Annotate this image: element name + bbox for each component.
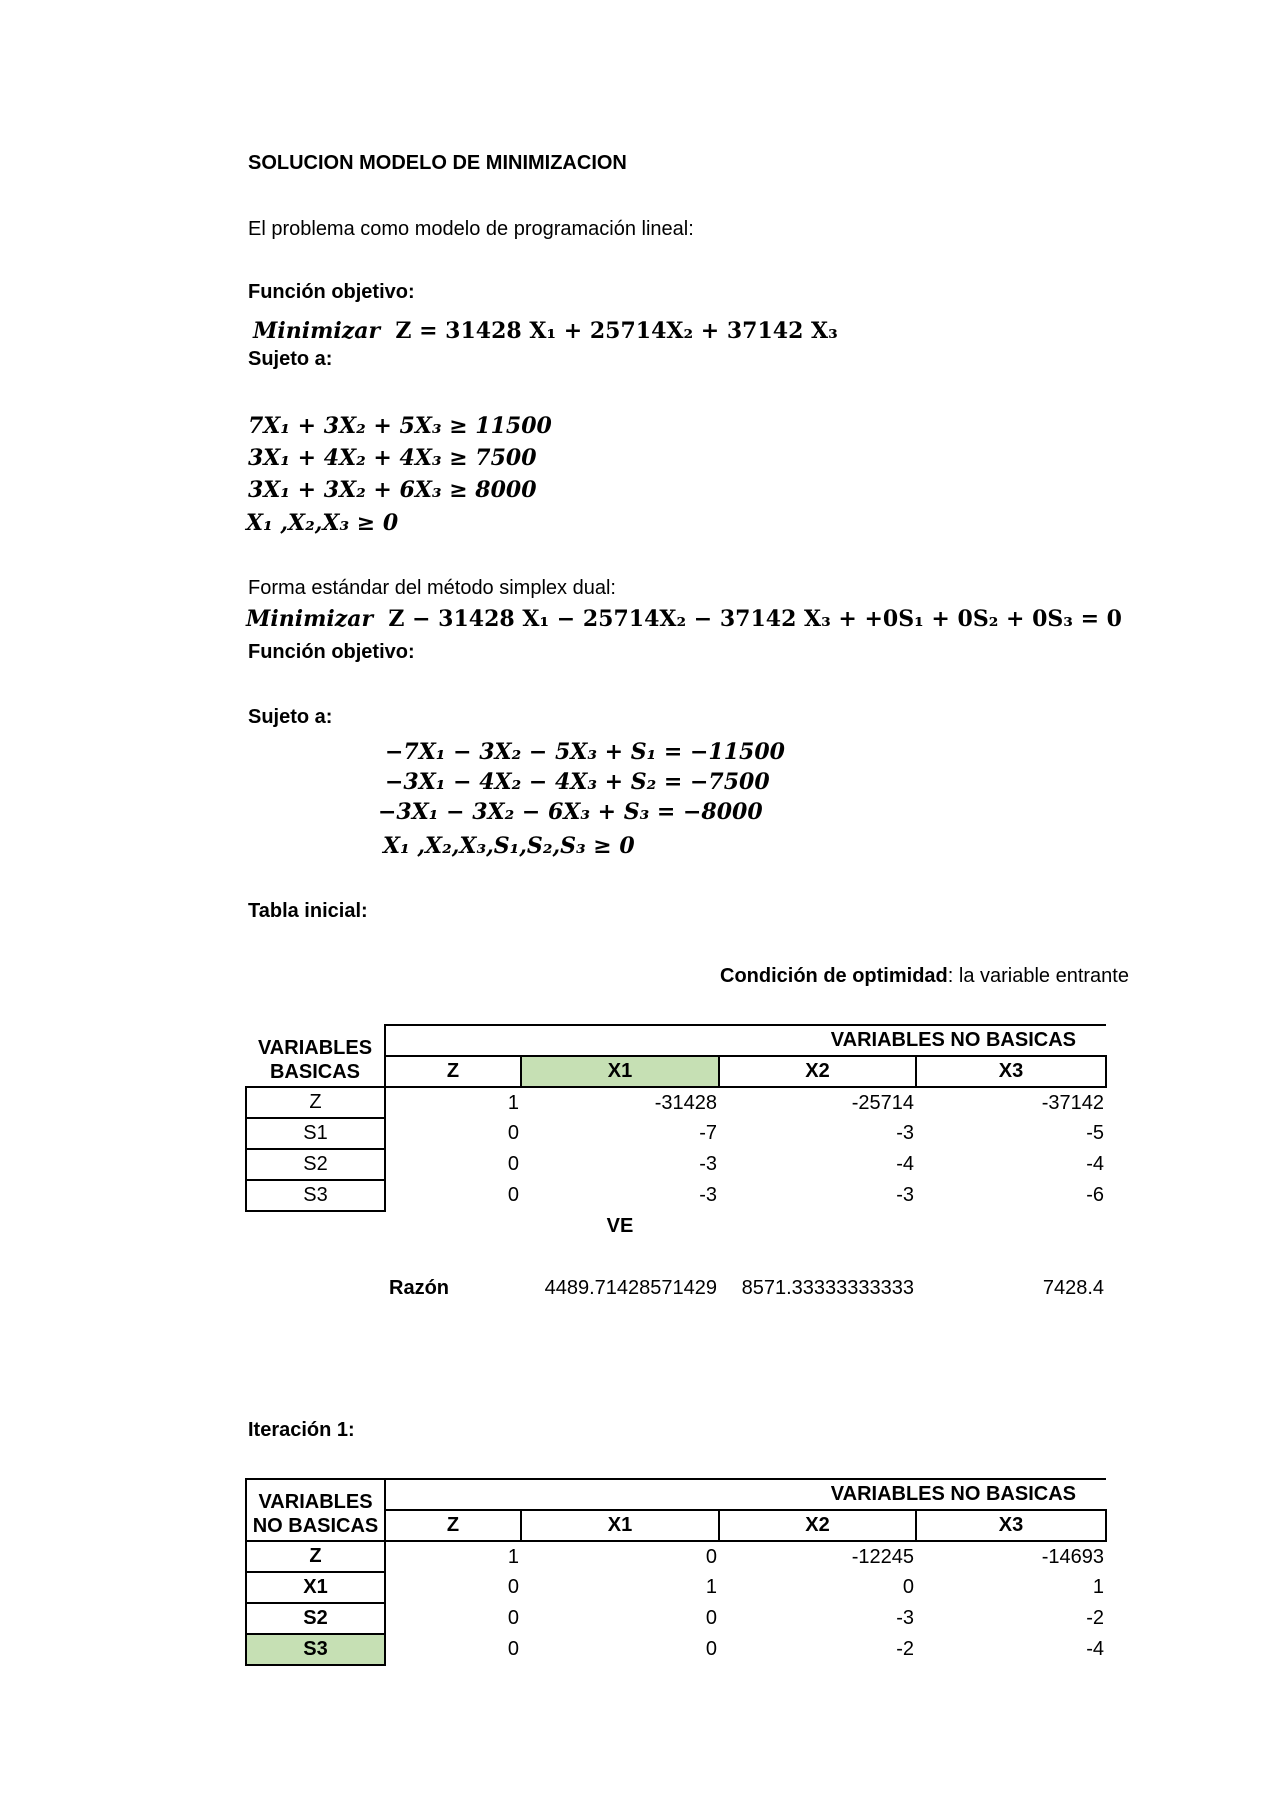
- table-cell: -4: [896, 1153, 914, 1175]
- objective-expression: Z = 31428 X₁ + 25714X₂ + 37142 X₃: [395, 318, 838, 344]
- table-row: [246, 1541, 1106, 1572]
- intro-text: El problema como modelo de programación lineal:: [248, 218, 694, 240]
- standard-objective-formula: [246, 606, 1122, 632]
- subject-label-2: Sujeto a:: [248, 706, 333, 728]
- table-cell: -31428: [654, 1091, 717, 1114]
- table-cell: 0: [705, 1607, 717, 1629]
- table-cell: 0: [507, 1153, 519, 1175]
- table-cell: -3: [699, 1153, 717, 1175]
- ratio-label: Razón: [389, 1277, 449, 1299]
- table-cell: -4: [1086, 1153, 1104, 1175]
- standard-constraint-1: −7X₁ − 3X₂ − 5X₃ + S₁ = −11500: [385, 739, 785, 765]
- standard-constraint-2: −3X₁ − 4X₂ − 4X₃ + S₂ = −7500: [385, 769, 770, 795]
- entering-variable-label: VE: [606, 1215, 634, 1237]
- row-label: S1: [246, 1118, 385, 1149]
- table-row: [246, 1087, 1106, 1118]
- standard-expression: Z − 31428 X₁ − 25714X₂ − 37142 X₃ + +0S₁ + 0S₂ + 0S₃ = 0: [388, 606, 1122, 632]
- basic-variables-header: [246, 1479, 385, 1541]
- constraint-3: 3X₁ + 3X₂ + 6X₃ ≥ 8000: [248, 477, 537, 503]
- table-cell: 0: [902, 1576, 914, 1598]
- column-header-x2: X2: [719, 1510, 916, 1541]
- column-header-x1: X1: [521, 1510, 719, 1541]
- table-cell: 1: [1092, 1576, 1104, 1598]
- table-cell: -2: [896, 1638, 914, 1660]
- row-label: Z: [246, 1087, 385, 1118]
- ratio-value: 7428.4: [1042, 1277, 1104, 1299]
- table-cell: -14693: [1041, 1545, 1104, 1568]
- table-row: [246, 1149, 1106, 1180]
- initial-table-label: Tabla inicial:: [248, 900, 368, 922]
- row-label: Z: [246, 1541, 385, 1572]
- standard-form-label: Forma estándar del método simplex dual:: [248, 577, 616, 599]
- table-cell: 0: [507, 1122, 519, 1144]
- table-cell: 0: [705, 1545, 717, 1568]
- standard-constraint-nonnegativity: X₁ ,X₂,X₃,S₁,S₂,S₃ ≥ 0: [383, 833, 635, 859]
- optimality-bold: Condición de optimidad: [720, 965, 948, 987]
- row-label: S2: [246, 1603, 385, 1634]
- row-label: S2: [246, 1149, 385, 1180]
- table-cell: -12245: [851, 1545, 914, 1568]
- column-header-x3: X3: [916, 1056, 1106, 1087]
- basic-header-line1: VARIABLES: [257, 1037, 373, 1059]
- basic-header-line1: VARIABLES: [258, 1491, 373, 1513]
- column-header-x3: X3: [916, 1510, 1106, 1541]
- table-cell: 1: [507, 1091, 519, 1114]
- initial-simplex-table: [245, 1024, 1107, 1304]
- table-cell: 0: [507, 1576, 519, 1598]
- table-cell: -3: [896, 1122, 914, 1144]
- table-cell: -2: [1086, 1607, 1104, 1629]
- basic-variables-header: [246, 1025, 385, 1087]
- table-row: [246, 1118, 1106, 1149]
- row-label: X1: [246, 1572, 385, 1603]
- objective-formula: [253, 318, 838, 344]
- table-cell: 1: [705, 1576, 717, 1598]
- column-header-x2: X2: [719, 1056, 916, 1087]
- table-cell: -4: [1086, 1638, 1104, 1660]
- constraint-2: 3X₁ + 4X₂ + 4X₃ ≥ 7500: [248, 445, 537, 471]
- objective-label: Función objetivo:: [248, 281, 415, 303]
- constraint-nonnegativity: X₁ ,X₂,X₃ ≥ 0: [246, 510, 399, 536]
- standard-prefix: Minimizar: [246, 606, 374, 632]
- table-cell: -37142: [1041, 1091, 1104, 1114]
- ratio-value: 8571.33333333333: [741, 1277, 914, 1299]
- column-header-x1-entering: X1: [521, 1056, 719, 1087]
- table-cell: 0: [507, 1184, 519, 1206]
- nonbasic-variables-header: VARIABLES NO BASICAS: [385, 1025, 1106, 1056]
- basic-header-line2: NO BASICAS: [252, 1515, 379, 1537]
- iteration-label: Iteración 1:: [248, 1419, 355, 1441]
- table-cell: 0: [705, 1638, 717, 1660]
- table-cell: 0: [507, 1638, 519, 1660]
- table-cell: -5: [1086, 1122, 1104, 1144]
- table-cell: -6: [1086, 1184, 1104, 1206]
- table-cell: -3: [699, 1184, 717, 1206]
- objective-prefix: Minimizar: [253, 318, 381, 344]
- constraint-1: 7X₁ + 3X₂ + 5X₃ ≥ 11500: [248, 413, 552, 439]
- optimality-condition: [720, 965, 1129, 988]
- standard-constraint-3: −3X₁ − 3X₂ − 6X₃ + S₃ = −8000: [378, 799, 763, 825]
- table-row: [246, 1634, 1106, 1665]
- table-cell: 1: [507, 1545, 519, 1568]
- row-label-leaving: S3: [246, 1634, 385, 1665]
- table-cell: -3: [896, 1607, 914, 1629]
- table-cell: 0: [507, 1607, 519, 1629]
- table-row: [246, 1572, 1106, 1603]
- objective-label-2: Función objetivo:: [248, 641, 415, 663]
- basic-header-line2: BASICAS: [269, 1061, 360, 1083]
- table-cell: -7: [699, 1122, 717, 1144]
- nonbasic-variables-header: VARIABLES NO BASICAS: [385, 1479, 1106, 1510]
- table-row: [246, 1603, 1106, 1634]
- table-cell: -3: [896, 1184, 914, 1206]
- subject-label: Sujeto a:: [248, 348, 333, 370]
- page-title: SOLUCION MODELO DE MINIMIZACION: [248, 152, 627, 174]
- optimality-rest: : la variable entrante: [947, 965, 1129, 987]
- row-label: S3: [246, 1180, 385, 1211]
- column-header-z: Z: [385, 1056, 521, 1087]
- ratio-value: 4489.71428571429: [544, 1277, 717, 1299]
- iteration-1-table: [245, 1478, 1107, 1666]
- column-header-z: Z: [385, 1510, 521, 1541]
- table-cell: -25714: [851, 1091, 914, 1114]
- table-row: [246, 1180, 1106, 1211]
